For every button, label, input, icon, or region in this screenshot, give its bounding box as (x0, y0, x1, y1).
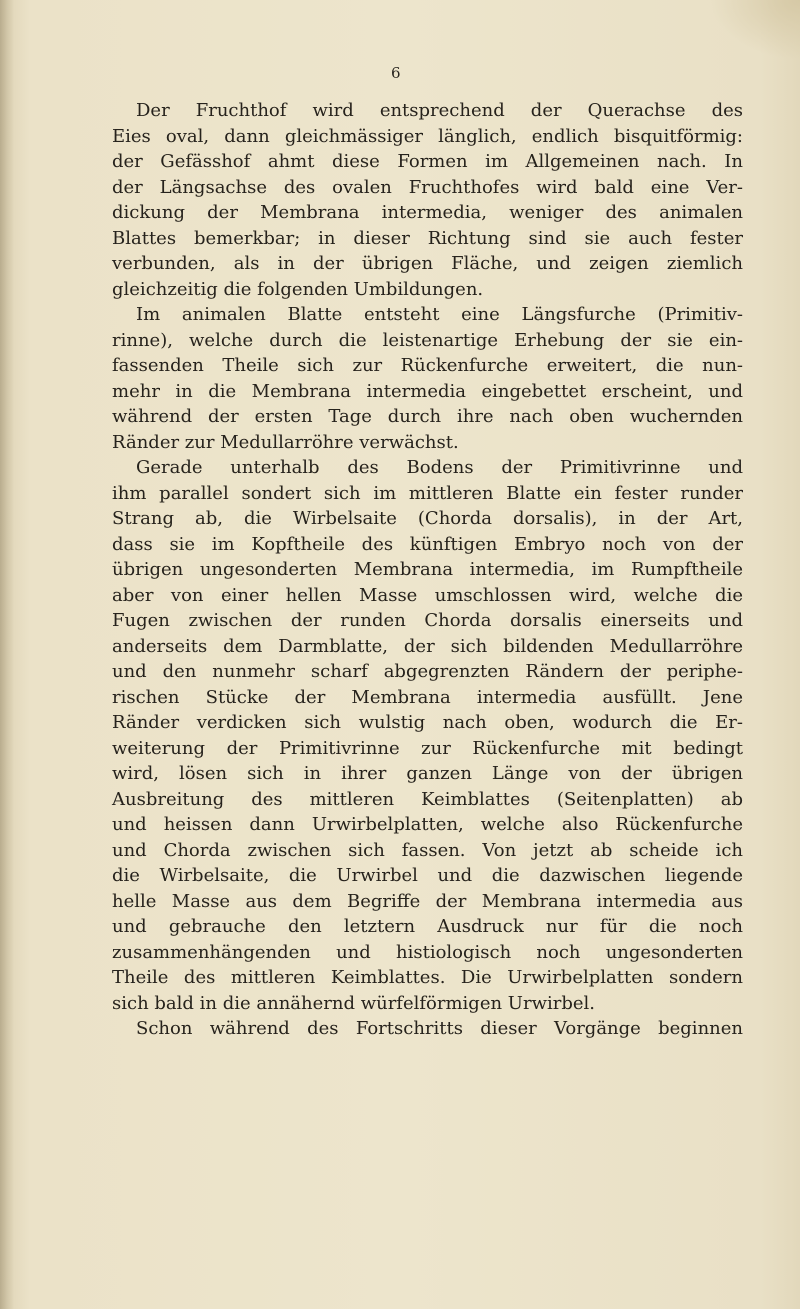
body-text (112, 98, 743, 1042)
text-line: gleichzeitig die folgenden Umbildungen. (112, 278, 484, 300)
text-line: Ränder verdicken sich wulstig nach oben, wodurch die Er- (112, 712, 743, 733)
text-line: die Wirbelsaite, die Urwirbel und die dazwischen liegende (112, 865, 743, 886)
text-line: zusammenhängenden und histiologisch noch ungesonderten (112, 941, 743, 963)
text-line: sich bald in die annähernd würfelförmigen Urwirbel. (112, 992, 595, 1014)
text-line: Gerade unterhalb des Bodens der Primitivrinne und (136, 457, 743, 478)
text-line: und den nunmehr scharf abgegrenzten Rändern der periphe- (112, 661, 743, 682)
text-line: rinne), welche durch die leistenartige Erhebung der sie ein- (112, 329, 743, 351)
text-line: und gebrauche den letztern Ausdruck nur für die noch (112, 916, 743, 937)
text-line: Ränder zur Medullarröhre verwächst. (112, 431, 459, 453)
text-line: Ausbreitung des mittleren Keimblattes (Seitenplatten) ab (112, 788, 743, 810)
text-line: Strang ab, die Wirbelsaite (Chorda dorsalis), in der Art, (112, 508, 743, 529)
text-line: Schon während des Fortschritts dieser Vorgänge beginnen (136, 1018, 743, 1039)
paper-stain (710, 0, 800, 60)
text-line: helle Masse aus dem Begriffe der Membrana intermedia aus (112, 890, 743, 912)
text-line: Der Fruchthof wird entsprechend der Querachse des (136, 100, 743, 121)
text-line: rischen Stücke der Membrana intermedia ausfüllt. Jene (112, 686, 743, 708)
text-line: und Chorda zwischen sich fassen. Von jetzt ab scheide ich (112, 839, 743, 861)
text-line: der Längsachse des ovalen Fruchthofes wird bald eine Ver- (112, 176, 743, 198)
text-line: Blattes bemerkbar; in dieser Richtung sind sie auch fester (112, 227, 743, 249)
text-line: aber von einer hellen Masse umschlossen wird, welche die (112, 584, 743, 606)
text-line: fassenden Theile sich zur Rückenfurche erweitert, die nun- (112, 355, 743, 376)
text-line: weiterung der Primitivrinne zur Rückenfurche mit bedingt (112, 737, 743, 759)
text-line: ihm parallel sondert sich im mittleren Blatte ein fester runder (112, 482, 743, 504)
page-gutter-shadow (0, 0, 14, 1309)
text-line: anderseits dem Darmblatte, der sich bildenden Medullarröhre (112, 635, 743, 657)
page-number: 6 (391, 64, 401, 82)
text-line: verbunden, als in der übrigen Fläche, und zeigen ziemlich (112, 253, 743, 274)
text-line: mehr in die Membrana intermedia eingebettet erscheint, und (112, 380, 743, 402)
text-line: Fugen zwischen der runden Chorda dorsalis einerseits und (112, 610, 743, 631)
text-line: Eies oval, dann gleichmässiger länglich, endlich bisquitförmig: (112, 125, 743, 147)
text-line: Theile des mittleren Keimblattes. Die Urwirbelplatten sondern (112, 967, 743, 988)
text-line: dickung der Membrana intermedia, weniger des animalen (112, 202, 743, 223)
text-line: übrigen ungesonderten Membrana intermedia, im Rumpftheile (112, 559, 743, 580)
text-line: dass sie im Kopftheile des künftigen Embryo noch von der (112, 533, 743, 555)
text-line: während der ersten Tage durch ihre nach oben wuchernden (112, 406, 743, 427)
text-line: Im animalen Blatte entsteht eine Längsfurche (Primitiv- (136, 304, 743, 325)
text-line: der Gefässhof ahmt diese Formen im Allgemeinen nach. In (112, 151, 743, 172)
text-line: wird, lösen sich in ihrer ganzen Länge von der übrigen (112, 763, 743, 784)
text-line: und heissen dann Urwirbelplatten, welche also Rückenfurche (112, 814, 743, 835)
